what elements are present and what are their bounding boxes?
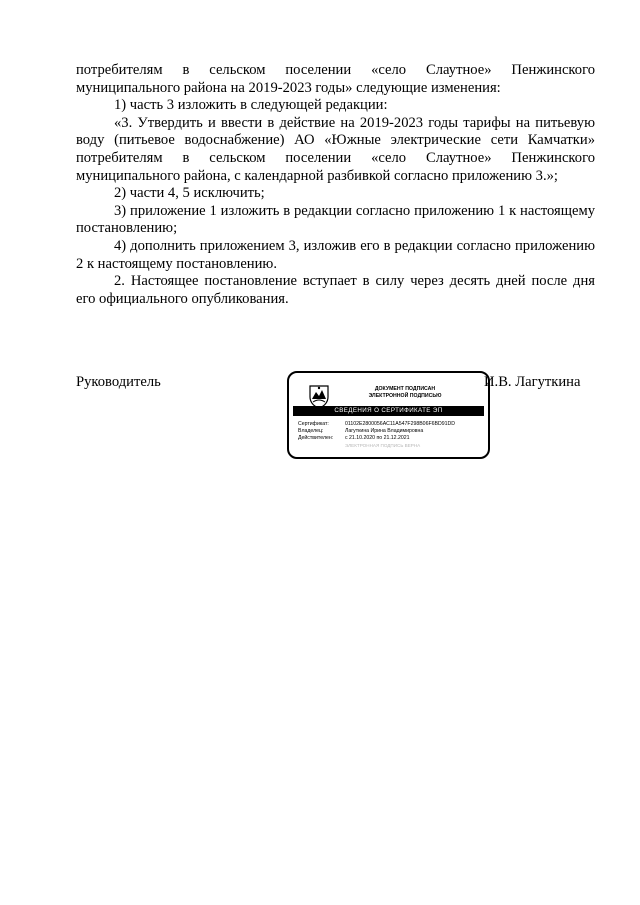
- stamp-owner-row: [298, 428, 423, 435]
- owner-label: Владелец:: [298, 428, 324, 434]
- list-item-4: 4) дополнить приложением 3, изложив его в редакции согласно приложению 2 к настоящему постановлению.: [76, 237, 595, 272]
- validity-label: Действителен:: [298, 435, 334, 441]
- stamp-validity-row: [298, 435, 410, 442]
- list-item-1: 1) часть 3 изложить в следующей редакции:: [114, 97, 388, 114]
- signature-role: Руководитель: [76, 374, 161, 390]
- electronic-signature-stamp: [287, 371, 490, 459]
- signature-name: И.В. Лагуткина: [484, 374, 581, 390]
- stamp-certificate-bar: СВЕДЕНИЯ О СЕРТИФИКАТЕ ЭП: [293, 406, 484, 416]
- list-item-1-text: «3. Утвердить и ввести в действие на 2019-2023 годы тарифы на питьевую воду (питьевое водоснабжение) АО «Южные электрические сети Камчатки» потребителям в сельском поселении «село Слаутное» Пенжинского муниципального района, с календарной разбивкой согласно приложению 3.»;: [76, 114, 595, 184]
- stamp-footer: ЭЛЕКТРОННАЯ ПОДПИСЬ ВЕРНА: [345, 443, 421, 448]
- stamp-header: ДОКУМЕНТ ПОДПИСАН ЭЛЕКТРОННОЙ ПОДПИСЬЮ: [368, 386, 442, 399]
- certificate-label: Сертификат:: [298, 421, 329, 427]
- validity-value: с 21.10.2020 по 21.12.2021: [345, 435, 410, 441]
- paragraph-intro-line2: муниципального района на 2019-2023 годы» следующие изменения:: [76, 79, 501, 96]
- paragraph-point-2: 2. Настоящее постановление вступает в силу через десять дней после дня его официального опубликования.: [76, 273, 595, 307]
- certificate-value: 01102E2800056AC11A547F298B06F6BD91DD: [345, 421, 455, 427]
- list-item-2: 2) части 4, 5 исключить;: [114, 185, 265, 202]
- owner-value: Лагуткина Ирина Владимировна: [345, 428, 424, 434]
- document-body: [76, 62, 595, 308]
- paragraph-intro-line1: потребителям в сельском поселении «село Слаутное» Пенжинского: [76, 62, 595, 78]
- list-item-3: 3) приложение 1 изложить в редакции согласно приложению 1 к настоящему постановлению;: [76, 202, 595, 237]
- stamp-certificate-row: [298, 421, 455, 428]
